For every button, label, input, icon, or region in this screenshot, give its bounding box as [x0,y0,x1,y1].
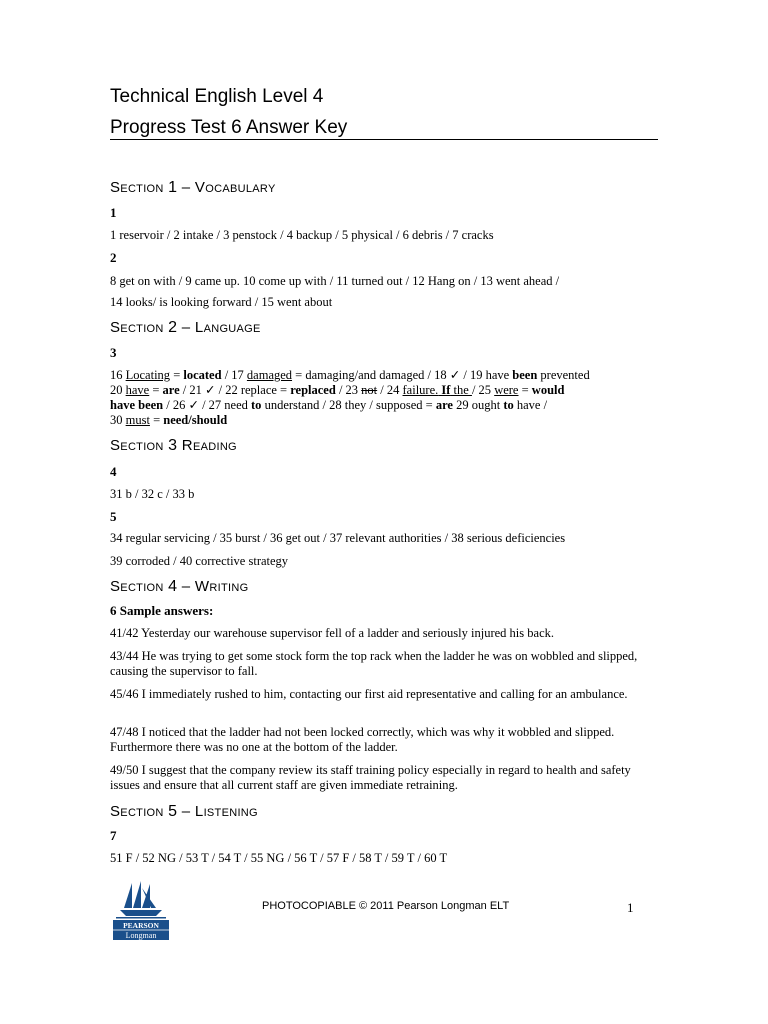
pearson-longman-logo [112,880,170,940]
question-7-number: 7 [110,828,117,843]
sample-answer-43-44: 43/44 He was trying to get some stock form the top rack when the ladder he was on wobbled and slipped, causing the supervisor to fall. [110,649,638,678]
question-4-number: 4 [110,464,117,479]
sample-answer-45-46: 45/46 I immediately rushed to him, contacting our first aid representative and calling for an ambulance. [110,687,628,701]
question-5-answers-line1: 34 regular servicing / 35 burst / 36 get out / 37 relevant authorities / 38 serious deficiencies [110,531,566,545]
question-4-answers: 31 b / 32 c / 33 b [110,487,195,501]
sample-answer-49-50: 49/50 I suggest that the company review its staff training policy especially in regard to health and safety issues and ensure that all current staff are given immediate retraining. [110,763,631,792]
question-3-answers-line3: have been / 26 ✓ / 27 need to understand / 28 they / supposed = are 29 ought to have / [110,398,548,412]
question-3-answers-line1: 16 Locating = located / 17 damaged = damaging/and damaged / 18 ✓ / 19 have been prevented [110,368,590,382]
page-number: 1 [627,900,634,915]
question-5-answers-line2: 39 corroded / 40 corrective strategy [110,554,289,568]
svg-text:PEARSON: PEARSON [123,921,159,930]
question-3-answers-line4: 30 must = need/should [110,413,228,427]
question-2-number: 2 [110,250,117,265]
section-5-heading: Section 5 – Listening [110,803,258,820]
section-4-heading: Section 4 – Writing [110,578,249,595]
section-3-heading: Section 3 Reading [110,437,237,454]
question-3-answers-line2: 20 have = are / 21 ✓ / 22 replace = replaced / 23 not / 24 failure. If the / 25 were = would [110,383,565,397]
section-2-heading: Section 2 – Language [110,319,261,336]
question-1-number: 1 [110,205,117,220]
ship-logo-icon [112,880,170,940]
document-subtitle: Progress Test 6 Answer Key [110,117,348,138]
question-2-answers-line2: 14 looks/ is looking forward / 15 went about [110,295,333,309]
question-6-heading: 6 Sample answers: [110,603,214,618]
question-7-answers: 51 F / 52 NG / 53 T / 54 T / 55 NG / 56 T / 57 F / 58 T / 59 T / 60 T [110,851,448,865]
sample-answer-47-48: 47/48 I noticed that the ladder had not been locked correctly, which was why it wobbled and slipped. Furthermore there was no one at the bottom of the ladder. [110,725,615,754]
question-3-number: 3 [110,345,117,360]
question-5-number: 5 [110,509,117,524]
title-divider [110,139,658,140]
copyright-footer: PHOTOCOPIABLE © 2011 Pearson Longman ELT [262,900,510,912]
section-1-heading: Section 1 – Vocabulary [110,179,276,196]
question-2-answers-line1: 8 get on with / 9 came up. 10 come up with / 11 turned out / 12 Hang on / 13 went ahead / [110,274,560,288]
question-1-answers: 1 reservoir / 2 intake / 3 penstock / 4 backup / 5 physical / 6 debris / 7 cracks [110,228,494,242]
svg-text:Longman: Longman [125,931,157,940]
sample-answer-41-42: 41/42 Yesterday our warehouse supervisor fell of a ladder and seriously injured his back. [110,626,554,640]
document-title: Technical English Level 4 [110,86,324,107]
